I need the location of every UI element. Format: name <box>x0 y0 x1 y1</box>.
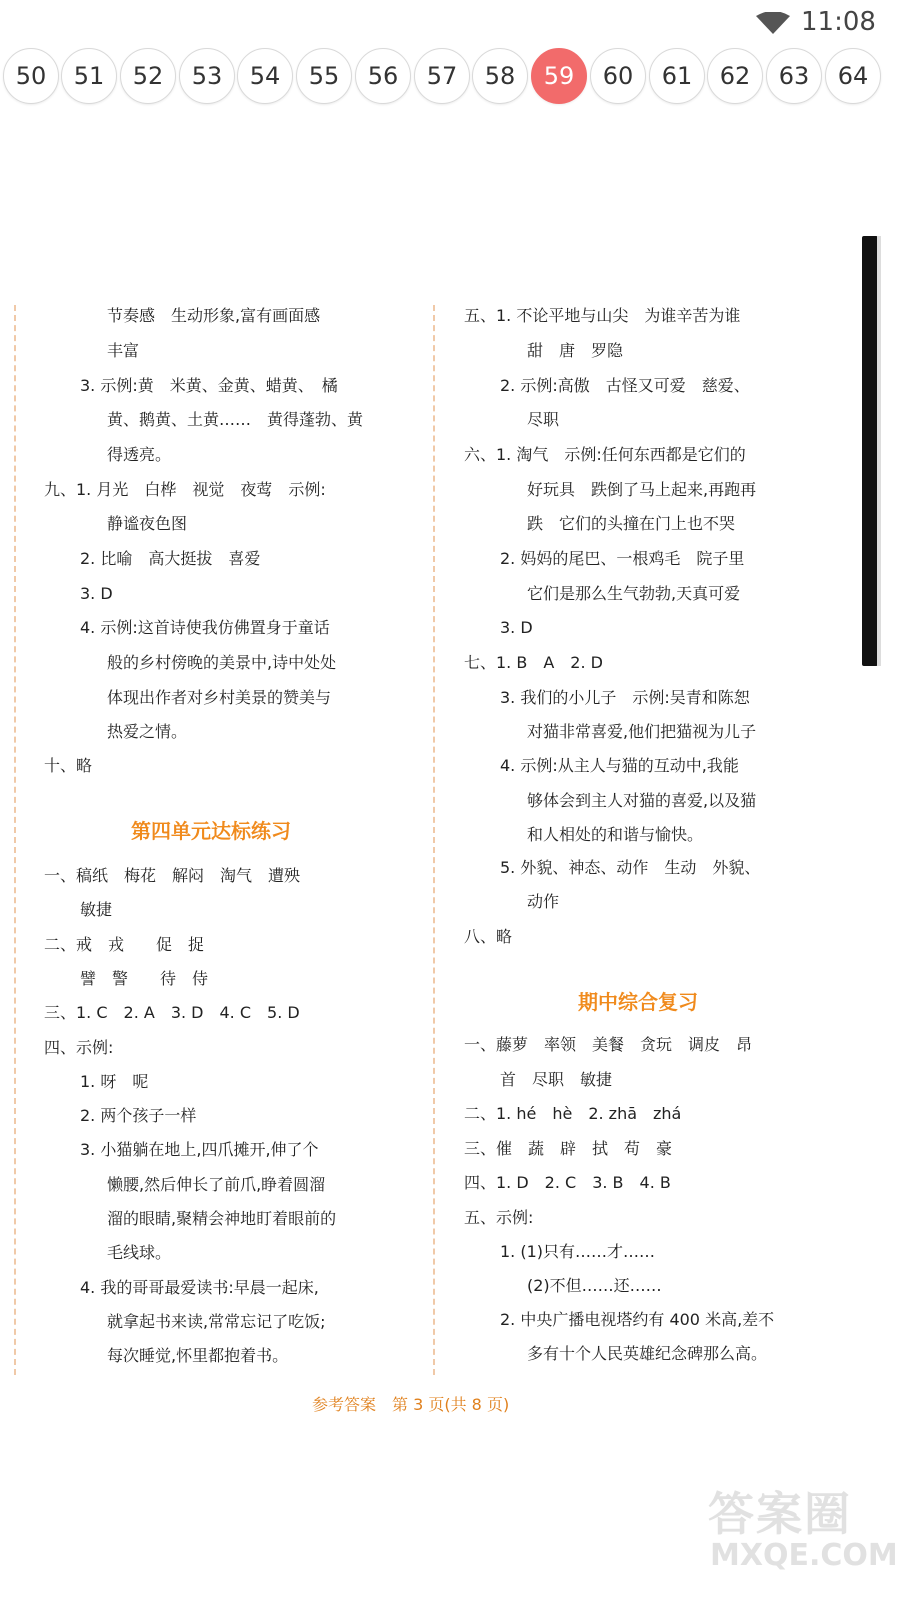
answer-line: 跌 它们的头撞在门上也不哭 <box>527 514 736 533</box>
section-heading: 期中综合复习 <box>578 990 698 1014</box>
watermark-url: MXQE.COM <box>710 1538 898 1573</box>
answer-line: 五、1. 不论平地与山尖 为谁辛苦为谁 <box>464 306 741 325</box>
answer-line: 5. 外貌、神态、动作 生动 外貌、 <box>500 858 761 877</box>
answer-line: 首 尽职 敏捷 <box>500 1070 613 1089</box>
answer-line: 三、催 蔬 辟 拭 苟 豪 <box>464 1139 673 1158</box>
answer-line: 尽职 <box>527 410 560 429</box>
answer-line: 四、示例: <box>44 1038 114 1057</box>
left-dashed-border <box>14 305 16 1375</box>
answer-line: 每次睡觉,怀里都抱着书。 <box>107 1346 289 1365</box>
answer-line: 四、1. D 2. C 3. B 4. B <box>464 1173 671 1192</box>
center-dashed-divider <box>433 305 435 1375</box>
answer-line: 2. 中央广播电视塔约有 400 米高,差不 <box>500 1310 775 1329</box>
answer-line: 六、1. 淘气 示例:任何东西都是它们的 <box>464 445 746 464</box>
page-button[interactable]: 51 <box>61 48 117 104</box>
page-selector <box>0 48 900 110</box>
page-button[interactable]: 61 <box>649 48 705 104</box>
answer-line: 懒腰,然后伸长了前爪,睁着圆溜 <box>107 1175 326 1194</box>
page-button[interactable]: 58 <box>472 48 528 104</box>
answer-line: 般的乡村傍晚的美景中,诗中处处 <box>107 653 337 672</box>
answer-line: 三、1. C 2. A 3. D 4. C 5. D <box>44 1003 300 1022</box>
page-button[interactable]: 54 <box>237 48 293 104</box>
page-button[interactable]: 55 <box>296 48 352 104</box>
answer-line: 二、1. hé hè 2. zhā zhá <box>464 1104 682 1123</box>
page-button[interactable]: 63 <box>766 48 822 104</box>
answer-line: 十、略 <box>44 756 93 775</box>
page-footer: 参考答案 第 3 页(共 8 页) <box>312 1395 510 1414</box>
answer-line: 就拿起书来读,常常忘记了吃饭; <box>107 1312 326 1331</box>
answer-line: 静谧夜色图 <box>107 514 188 533</box>
answer-line: 一、藤萝 率领 美餐 贪玩 调皮 昂 <box>464 1035 753 1054</box>
answer-line: 它们是那么生气勃勃,天真可爱 <box>527 584 741 603</box>
answer-line: (2)不但……还…… <box>527 1276 662 1295</box>
watermark-logo <box>708 1478 898 1588</box>
answer-line: 甜 唐 罗隐 <box>527 341 624 360</box>
page-button[interactable]: 57 <box>414 48 470 104</box>
answer-line: 3. D <box>80 584 113 603</box>
answer-line: 3. 小猫躺在地上,四爪摊开,伸了个 <box>80 1140 319 1159</box>
answer-line: 3. 示例:黄 米黄、金黄、蜡黄、 橘 <box>80 376 338 395</box>
answer-line: 溜的眼睛,聚精会神地盯着眼前的 <box>107 1209 337 1228</box>
answer-line: 得透亮。 <box>107 445 172 464</box>
answer-line: 二、戒 戎 促 捉 <box>44 935 205 954</box>
answer-line: 热爱之情。 <box>107 722 188 741</box>
status-time: 11:08 <box>801 7 876 37</box>
answer-line: 2. 妈妈的尾巴、一根鸡毛 院子里 <box>500 549 745 568</box>
answer-line: 1. (1)只有……才…… <box>500 1242 656 1261</box>
answer-line: 譬 警 待 侍 <box>80 969 209 988</box>
answer-line: 体现出作者对乡村美景的赞美与 <box>107 688 332 707</box>
page-button[interactable]: 56 <box>355 48 411 104</box>
answer-line: 一、稿纸 梅花 解闷 淘气 遭殃 <box>44 866 301 885</box>
answer-line: 黄、鹅黄、土黄…… 黄得蓬勃、黄 <box>107 410 364 429</box>
wifi-icon <box>756 12 790 34</box>
watermark-text: 答案圈 <box>708 1487 852 1541</box>
answer-line: 动作 <box>527 892 560 911</box>
answer-line: 五、示例: <box>464 1208 534 1227</box>
page-button[interactable]: 50 <box>3 48 59 104</box>
page-button[interactable]: 53 <box>179 48 235 104</box>
answer-line: 丰富 <box>107 341 140 360</box>
answer-line: 4. 示例:从主人与猫的互动中,我能 <box>500 756 739 775</box>
answer-line: 和人相处的和谐与愉快。 <box>527 825 704 844</box>
answer-line: 2. 两个孩子一样 <box>80 1106 197 1125</box>
page-edge-shadow <box>862 236 878 666</box>
answer-line: 3. D <box>500 618 533 637</box>
answer-line: 4. 我的哥哥最爱读书:早晨一起床, <box>80 1278 319 1297</box>
answer-line: 2. 示例:高傲 古怪又可爱 慈爱、 <box>500 376 750 395</box>
page-button[interactable]: 62 <box>707 48 763 104</box>
answer-line: 够体会到主人对猫的喜爱,以及猫 <box>527 791 757 810</box>
page-button[interactable]: 60 <box>590 48 646 104</box>
answer-line: 对猫非常喜爱,他们把猫视为儿子 <box>527 722 757 741</box>
page-button[interactable]: 52 <box>120 48 176 104</box>
answer-line: 3. 我们的小儿子 示例:吴青和陈恕 <box>500 688 750 707</box>
answer-line: 敏捷 <box>80 900 113 919</box>
answer-line: 八、略 <box>464 927 513 946</box>
answer-line: 节奏感 生动形象,富有画面感 <box>107 306 321 325</box>
answer-line: 九、1. 月光 白桦 视觉 夜莺 示例: <box>44 480 326 499</box>
answer-line: 2. 比喻 高大挺拔 喜爱 <box>80 549 261 568</box>
answer-line: 多有十个人民英雄纪念碑那么高。 <box>527 1344 768 1363</box>
answer-line: 4. 示例:这首诗使我仿佛置身于童话 <box>80 618 330 637</box>
answer-line: 七、1. B A 2. D <box>464 653 603 672</box>
page-edge <box>877 236 881 666</box>
page-button[interactable]: 64 <box>825 48 881 104</box>
section-heading: 第四单元达标练习 <box>131 819 291 843</box>
answer-line: 好玩具 跌倒了马上起来,再跑再 <box>527 480 757 499</box>
status-bar <box>0 0 900 46</box>
answer-line: 1. 呀 呢 <box>80 1072 149 1091</box>
page-button-active[interactable]: 59 <box>531 48 587 104</box>
answer-line: 毛线球。 <box>107 1243 172 1262</box>
